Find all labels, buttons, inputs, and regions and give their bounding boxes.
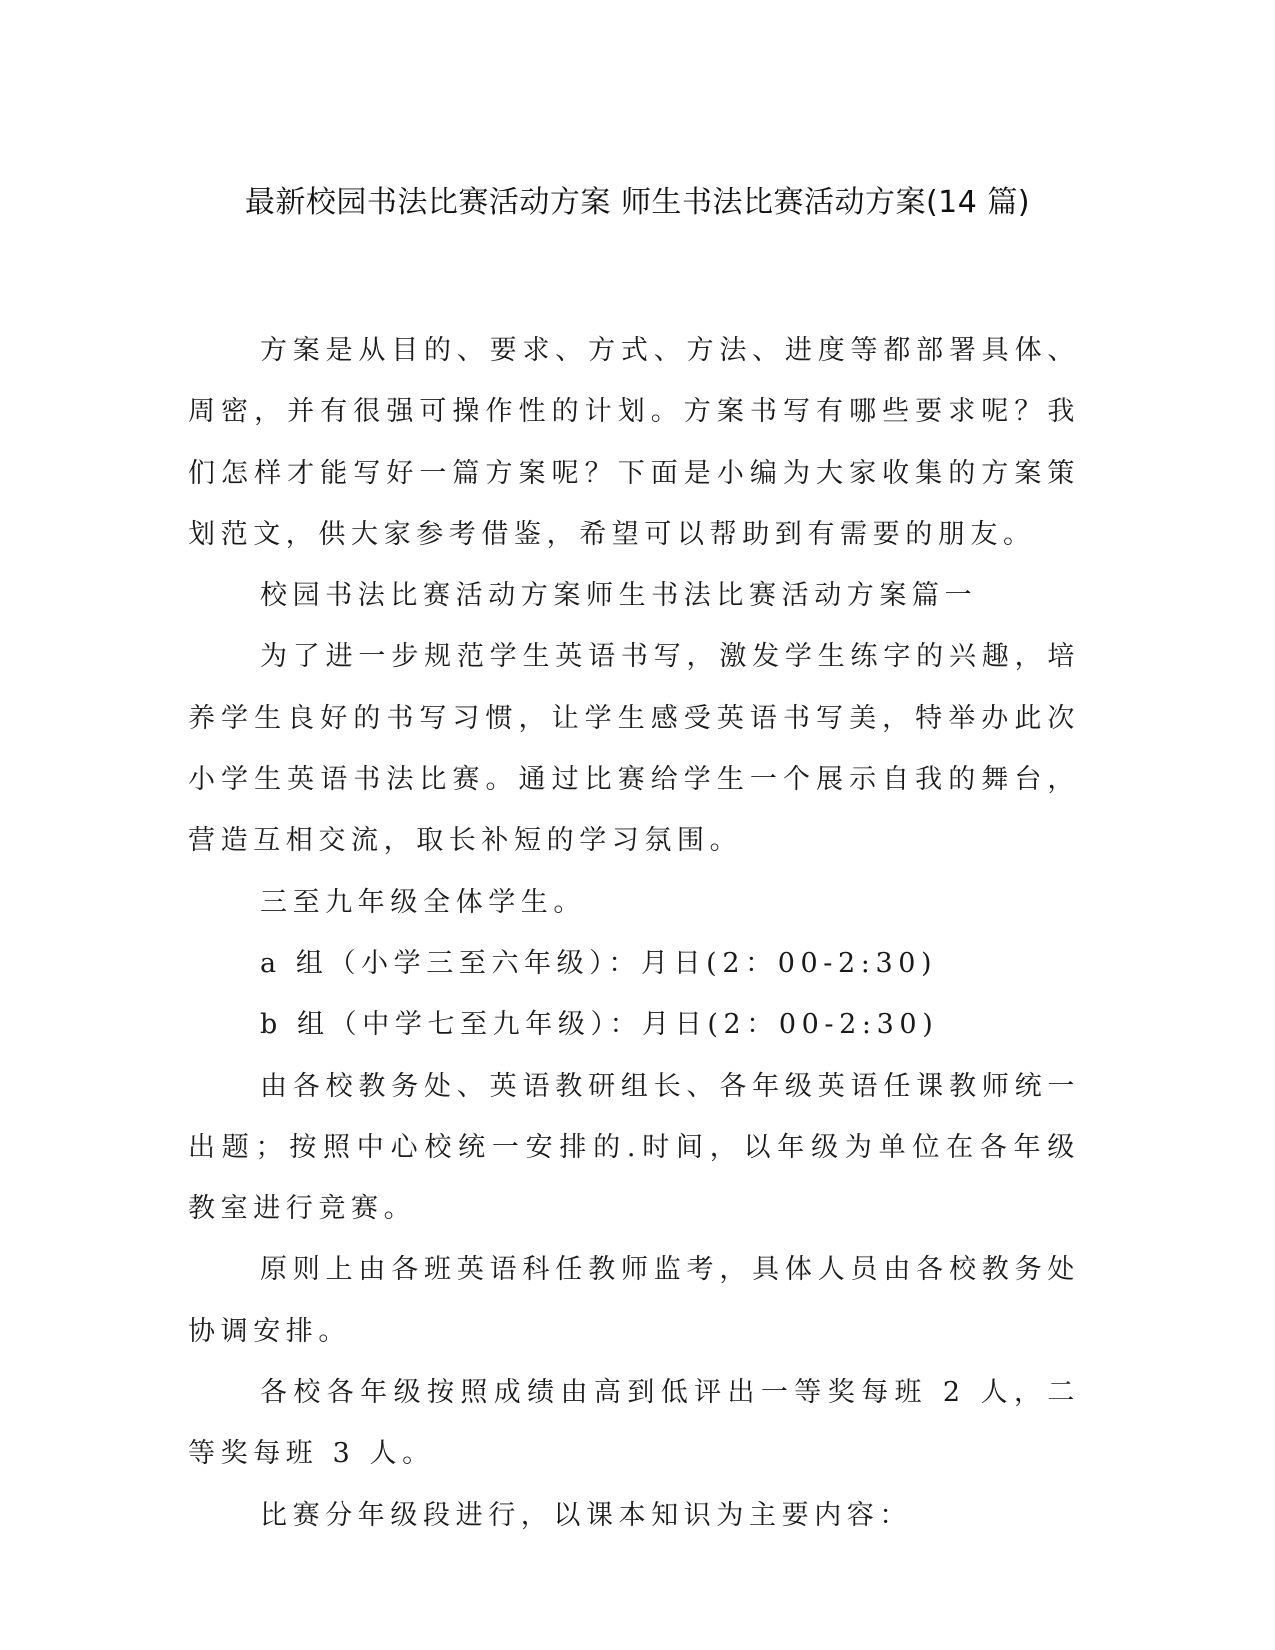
paragraph-participants: 三至九年级全体学生。 — [260, 886, 586, 918]
paragraph-awards: 各校各年级按照成绩由高到低评出一等奖每班 2 人，二等奖每班 3 人。 — [188, 1377, 1080, 1470]
paragraph-content: 比赛分年级段进行，以课本知识为主要内容： — [260, 1499, 912, 1531]
paragraph-purpose: 为了进一步规范学生英语书写，激发学生练字的兴趣，培养学生良好的书写习惯，让学生感受英语书写美，特举办此次小学生英语书法比赛。通过比赛给学生一个展示自我的舞台，营造互相交流，取长补短的学习氛围。 — [188, 641, 1080, 857]
paragraph-section-heading: 校园书法比赛活动方案师生书法比赛活动方案篇一 — [260, 580, 978, 612]
paragraph-invigilation: 原则上由各班英语科任教师监考，具体人员由各校教务处协调安排。 — [188, 1254, 1080, 1347]
paragraph-group-b: b 组（中学七至九年级）：月日(2：00-2:30) — [260, 1009, 939, 1041]
paragraph-intro: 方案是从目的、要求、方式、方法、进度等都部署具体、周密，并有很强可操作性的计划。方案书写有哪些要求呢？我们怎样才能写好一篇方案呢？下面是小编为大家收集的方案策划范文，供大家参考借鉴，希望可以帮助到有需要的朋友。 — [188, 335, 1080, 550]
document-title: 最新校园书法比赛活动方案 师生书法比赛活动方案(14 篇) — [244, 185, 1031, 220]
paragraph-organization: 由各校教务处、英语教研组长、各年级英语任课教师统一出题；按照中心校统一安排的.时间，以年级为单位在各年级教室进行竞赛。 — [188, 1070, 1080, 1225]
paragraph-group-a: a 组（小学三至六年级）：月日(2：00-2:30) — [260, 947, 938, 979]
document-body — [188, 320, 1080, 1546]
